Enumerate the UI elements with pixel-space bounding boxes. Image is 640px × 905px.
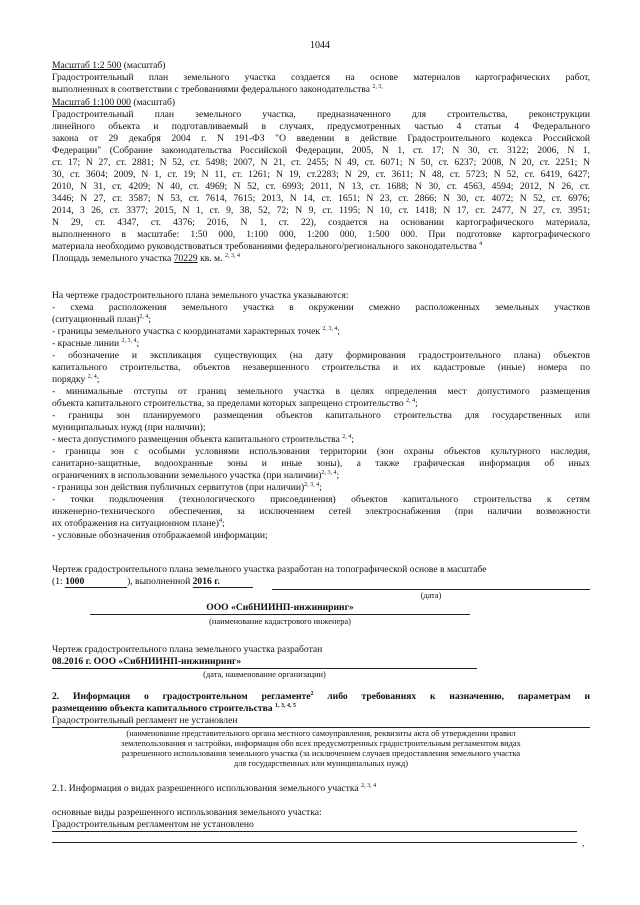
section-2-1-footnote: 2, 3, 4	[361, 782, 377, 789]
drawing-list-item	[52, 338, 590, 349]
topo-org-rule	[90, 614, 470, 615]
drawing-item-text: (ситуационный план)	[52, 314, 140, 325]
drawing-list-item	[52, 530, 590, 541]
drawing-item-tail: ;	[136, 338, 140, 349]
margin-mark: ,	[582, 838, 585, 848]
drawing-list-item	[52, 494, 590, 505]
basis-1-line-2-text: выполненных в соответствии с требованиями федерального законодательства	[52, 84, 370, 95]
topo-line-1: Чертеж градостроительного плана земельного участка разработан на топографической основе в масштабе	[52, 564, 487, 575]
drawing-item-footnote: 2, 4	[87, 373, 97, 380]
drawing-item-text: муниципальных нужд (при наличии);	[52, 422, 206, 433]
section-2-footnote-1: 2	[310, 690, 314, 697]
purpose-line: выполненного в масштабе: 1:50 000, 1:100 000, 1:200 000, 1:500 000. При подготовке картографического	[52, 229, 590, 240]
drawing-list-item	[52, 410, 590, 421]
drawing-item-text: - границы зон с особыми условиями использования территории (зон охраны объектов культурного наследия,	[52, 446, 590, 457]
drawing-item-text: - точки подключения (технологического присоединения) объектов капитального строительства к сетям	[52, 494, 590, 505]
basis-1-line-2	[52, 84, 590, 95]
drawing-item-tail: ;	[415, 398, 418, 409]
drawing-item-tail: ;	[351, 434, 354, 445]
area-value: 70229	[173, 253, 198, 264]
purpose-last-line	[52, 241, 590, 252]
topo-date-rule	[272, 589, 590, 590]
drawing-item-footnote: 2, 3, 4	[321, 469, 337, 476]
purpose-line: 3446; N 27, ст. 3587; N 53, ст. 7614, 7615; 2013, N 14, ст. 1651; N 23, ст. 2866; N 30, ст. 4072; N 52, ст. 6976;	[52, 193, 590, 204]
scale-2-value: Масштаб 1:100 000	[52, 97, 131, 108]
purpose-line: 2014, 3 26, ст. 3377; 2015, N 1, ст. 9, 38, 52, 72; N 9, ст. 1195; N 10, ст. 1418; N 17, ст. 2477, N 27, ст. 3951;	[52, 205, 590, 216]
section-2-1-title	[52, 783, 590, 794]
drawing-list-item	[52, 470, 590, 481]
area-footnote: 2, 3, 4	[224, 252, 240, 259]
drawing-item-footnote: 2, 3, 4	[304, 481, 320, 488]
area-label: Площадь земельного участка	[52, 253, 174, 264]
drawing-item-tail: ;	[336, 470, 340, 481]
developed-caption: (дата, наименование организации)	[203, 670, 326, 679]
drawing-list-item	[52, 362, 590, 373]
drawing-intro: На чертеже градостроительного плана земельного участка указываются:	[52, 290, 349, 301]
section-2-title-text-2: размещению объекта капитального строительства	[52, 703, 273, 714]
drawing-list-item	[52, 422, 590, 433]
drawing-item-tail: ;	[96, 374, 100, 385]
drawing-item-footnote: 2, 4	[406, 397, 416, 404]
drawing-list-item	[52, 506, 590, 517]
drawing-list-item	[52, 386, 590, 397]
purpose-line: Градостроительный план земельного участка, предназначенного для строительства, реконструкции	[52, 109, 590, 120]
topo-line-2	[52, 576, 253, 588]
drawing-list-item	[52, 302, 590, 313]
topo-date-caption: (дата)	[420, 591, 442, 600]
scale-2-suffix: (масштаб)	[130, 97, 176, 108]
purpose-line: 2010, N 31, ст. 4209; N 40, ст. 4969; N 52, ст. 6993; 2011, N 13, ст. 1688; N 30, ст. 4563, 4594; 2012, N 26, ст.	[52, 181, 590, 192]
purpose-footnote: 4	[479, 240, 483, 247]
drawing-item-text: - обозначение и экспликация существующих (на дату формирования градостроительного плана) объектов	[52, 350, 590, 361]
topo-scale-close: ), выполненной	[127, 576, 193, 587]
topo-scale-open: (1:	[52, 576, 66, 587]
section-2-caption-line: (наименование представительного органа местного самоуправления, реквизиты акта об утверждении правил	[126, 729, 516, 738]
scale-1-line	[52, 60, 590, 71]
drawing-item-text: - условные обозначения отображаемой информации;	[52, 530, 268, 541]
drawing-item-text: ограничениях в использовании земельного участка (при наличии)	[52, 470, 322, 481]
drawing-item-tail: ;	[337, 326, 341, 337]
basis-1-line-1: Градостроительный план земельного участка создается на основе материалов картографических работ,	[52, 72, 590, 83]
section-2-1-label: основные виды разрешенного использования земельного участка:	[52, 807, 322, 818]
topo-date-value: 2016 г.	[193, 576, 253, 588]
drawing-item-footnote: 2, 3, 4	[121, 337, 137, 344]
drawing-item-text: капитального строительства, объектов незавершенного строительства и их кадастровые (иные) номера по	[52, 362, 590, 373]
section-2-caption-line: землепользования и застройки, информация обо всех предусмотренных градостроительным регламентом видах	[121, 739, 521, 748]
drawing-list-item	[52, 458, 590, 469]
developed-line-1: Чертеж градостроительного плана земельного участка разработан	[52, 644, 323, 655]
section-2-1-rule	[52, 831, 577, 832]
developed-value: 08.2016 г. ООО «СибНИИНП-инжиниринг»	[52, 656, 242, 667]
area-unit: кв. м.	[197, 253, 223, 264]
section-2-1-rule-2	[52, 842, 577, 843]
purpose-line: линейного объекта и подготавливаемый в случаях, предусмотренных частью 4 статьи 4 Федерального	[52, 121, 590, 132]
scale-1-suffix: (масштаб)	[121, 60, 166, 71]
drawing-list-item	[52, 398, 590, 409]
purpose-last-text: материала необходимо руководствоваться требованиями федерального/регионального законодательства	[52, 241, 477, 252]
drawing-item-text: их отображения на ситуационном плане)	[52, 518, 220, 529]
section-2-1-title-text: 2.1. Информация о видах разрешенного использования земельного участка	[52, 783, 359, 794]
drawing-item-text: порядку	[52, 374, 88, 385]
section-2-title-text: 2. Информация о градостроительном регламенте	[52, 691, 311, 702]
drawing-item-text: - схема расположения земельного участка в окружении смежно расположенных земельных участков	[52, 302, 590, 313]
section-2-title-tail: либо требованиях к назначению, параметрам и	[313, 691, 590, 702]
section-2-rule	[52, 727, 590, 728]
drawing-item-footnote: 2, 3, 4	[322, 325, 338, 332]
page-number: 1044	[310, 40, 330, 51]
scale-2-line	[52, 97, 590, 108]
drawing-item-tail: ;	[319, 482, 322, 493]
drawing-list-item	[52, 314, 590, 325]
section-2-caption-line: разрешенного использования земельного участка (за исключением случаев предоставления земельного участка	[121, 749, 521, 758]
drawing-item-tail: ;	[222, 518, 225, 529]
drawing-list-item	[52, 350, 590, 361]
topo-org: ООО «СибНИИНП-инжиниринг»	[206, 602, 354, 613]
drawing-item-footnote: 4	[219, 517, 223, 524]
drawing-list-item	[52, 482, 590, 493]
basis-1-footnote: 2, 3,	[372, 83, 383, 90]
purpose-line: закона от 29 декабря 2004 г. N 191-ФЗ "О введении в действие Градостроительного кодекса Российской	[52, 133, 590, 144]
drawing-list-item	[52, 518, 590, 529]
topo-org-caption: (наименование кадастрового инженера)	[209, 617, 351, 626]
purpose-line: Федерации" (Собрание законодательства Российской Федерации, 2005, N 1, ст. 17; N 30, ст. 3122; 2006, N 1,	[52, 145, 590, 156]
developed-rule	[52, 668, 477, 669]
drawing-item-text: - места допустимого размещения объекта капитального строительства	[52, 434, 343, 445]
drawing-item-tail: ;	[148, 314, 152, 325]
purpose-line: 30, ст. 3604; 2009, N 1, ст. 19; N 11, ст. 1261; N 19, ст.2283; N 29, ст. 3611; N 48, ст. 5723; N 52, ст. 6419, 6427;	[52, 169, 590, 180]
drawing-item-text: - минимальные отступы от границ земельного участка в целях определения мест допустимого размещения	[52, 386, 590, 397]
drawing-item-text: объекта капитального строительства, за пределами которых запрещено строительство	[52, 398, 407, 409]
section-2-title-line-1	[52, 691, 590, 702]
drawing-item-text: - границы земельного участка с координатами характерных точек	[52, 326, 323, 337]
scale-1-value: Масштаб 1:2 500	[52, 60, 122, 71]
section-2-title-line-2	[52, 703, 590, 714]
drawing-item-text: инженерно-технического обеспечения, за исключением сетей электроснабжения (при наличии возможности	[52, 506, 590, 517]
drawing-item-text: - красные линии	[52, 338, 122, 349]
area-line	[52, 253, 590, 264]
topo-scale-value: 1000	[65, 576, 127, 588]
drawing-item-footnote: 2, 4	[139, 313, 149, 320]
purpose-line: N 29, ст. 4347, ст. 4376; 2016, N 1, ст. 22), создается на основании картографического материала,	[52, 217, 590, 228]
drawing-list-item	[52, 434, 590, 445]
section-2-caption-line: для государственных или муниципальных нужд)	[233, 759, 409, 768]
drawing-item-footnote: 2, 4	[342, 433, 352, 440]
drawing-item-text: - границы зон действия публичных сервитутов (при наличии)	[52, 482, 305, 493]
drawing-item-text: санитарно-защитные, водоохранные зоны и иные зоны), а также графическая информация об иных	[52, 458, 590, 469]
purpose-line: ст. 17; N 27, ст. 2881; N 52, ст. 5498; 2007, N 21, ст. 2455; N 49, ст. 6071; N 50, ст. 6237; 2008, N 20, ст. 2251; N	[52, 157, 590, 168]
drawing-list-item	[52, 374, 590, 385]
section-2-footnote-2: 1, 3, 4, 5	[275, 702, 296, 709]
drawing-item-text: - границы зон планируемого размещения объектов капитального строительства для государственных или	[52, 410, 590, 421]
section-2-value: Градостроительный регламент не установлен	[52, 715, 238, 726]
drawing-list-item	[52, 446, 590, 457]
section-2-1-value: Градостроительным регламентом не установлено	[52, 819, 254, 830]
drawing-list-item	[52, 326, 590, 337]
